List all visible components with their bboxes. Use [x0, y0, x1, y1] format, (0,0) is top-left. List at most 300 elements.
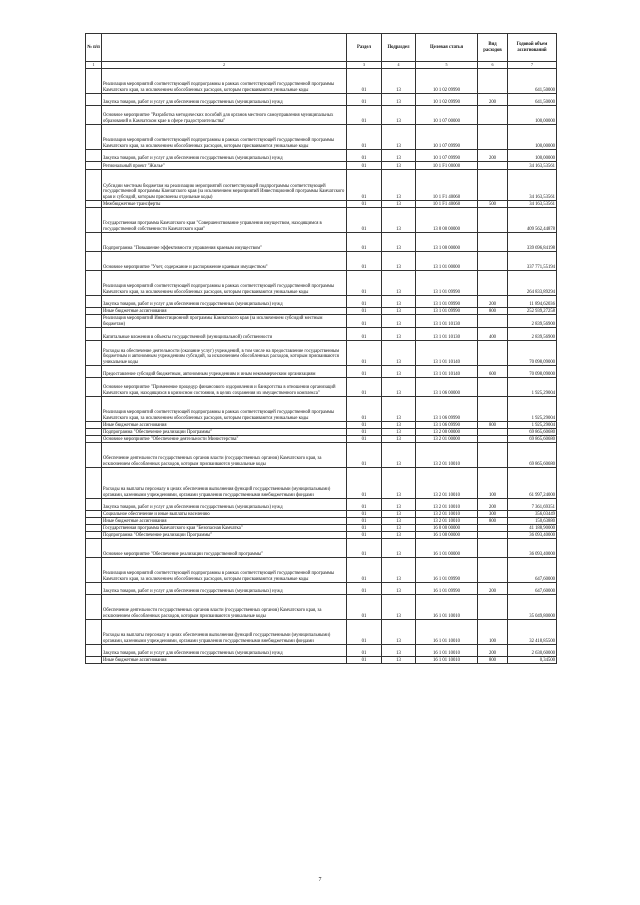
cell-name: Основное мероприятие "Обеспечение деятельности Министерства": [102, 436, 347, 443]
cell-amount: 647,60000: [508, 583, 557, 595]
cell-vid: [478, 162, 508, 170]
table-row: [86, 366, 557, 378]
cell-podrazdel: 13: [382, 125, 416, 150]
cell-num: [86, 208, 102, 233]
cell-target: 13 2 01 10010: [416, 518, 478, 525]
cell-razdel: 01: [347, 583, 382, 595]
cell-podrazdel: 13: [382, 518, 416, 525]
table-row: [86, 69, 557, 94]
cell-razdel: 01: [347, 94, 382, 106]
cell-vid: 800: [478, 518, 508, 525]
cell-razdel: 01: [347, 69, 382, 94]
header-target: Целевая статья: [416, 34, 478, 62]
table-row: [86, 296, 557, 308]
header-row: [86, 34, 557, 62]
cell-target: 13 2 01 10010: [416, 443, 478, 468]
column-index: 2: [102, 62, 347, 69]
cell-num: [86, 94, 102, 106]
table-row: [86, 499, 557, 511]
table-row: [86, 620, 557, 645]
cell-razdel: 01: [347, 378, 382, 397]
cell-razdel: 01: [347, 595, 382, 620]
cell-num: [86, 539, 102, 558]
cell-num: [86, 499, 102, 511]
cell-podrazdel: 13: [382, 422, 416, 429]
page-number: 7: [318, 877, 322, 883]
cell-num: [86, 252, 102, 271]
cell-podrazdel: 13: [382, 94, 416, 106]
table-row: [86, 233, 557, 252]
header-podrazdel: Подраздел: [382, 34, 416, 62]
cell-razdel: 01: [347, 341, 382, 366]
cell-amount: 32 418,85500: [508, 620, 557, 645]
table-row: [86, 170, 557, 201]
cell-target: 16 1 01 10010: [416, 645, 478, 657]
cell-vid: [478, 532, 508, 539]
cell-vid: 800: [478, 657, 508, 664]
cell-target: 13 1 06 09990: [416, 397, 478, 422]
cell-amount: 100,00000: [508, 125, 557, 150]
cell-num: [86, 69, 102, 94]
cell-razdel: 01: [347, 397, 382, 422]
cell-num: [86, 315, 102, 328]
cell-vid: 200: [478, 645, 508, 657]
cell-target: 13 2 01 10010: [416, 499, 478, 511]
column-index: 1: [86, 62, 102, 69]
cell-name: Иные бюджетные ассигнования: [102, 657, 347, 664]
table-row: [86, 595, 557, 620]
cell-target: 10 1 02 09990: [416, 69, 478, 94]
cell-razdel: 01: [347, 558, 382, 583]
cell-target: 10 1 07 09990: [416, 150, 478, 162]
cell-name: Реализация мероприятий Инвестиционной программы Камчатского края (за исключением субсидий местным бюджетам): [102, 315, 347, 328]
cell-target: 13 1 01 00000: [416, 252, 478, 271]
cell-razdel: 01: [347, 429, 382, 436]
cell-razdel: 01: [347, 532, 382, 539]
cell-name: Государственная программа Камчатского края "Безопасная Камчатка": [102, 525, 347, 532]
cell-podrazdel: 13: [382, 397, 416, 422]
cell-target: 16 1 01 09990: [416, 558, 478, 583]
cell-razdel: 01: [347, 170, 382, 201]
table-row: [86, 525, 557, 532]
cell-podrazdel: 13: [382, 315, 416, 328]
cell-vid: 200: [478, 94, 508, 106]
cell-podrazdel: 13: [382, 595, 416, 620]
cell-razdel: 01: [347, 468, 382, 499]
cell-podrazdel: 13: [382, 468, 416, 499]
cell-num: [86, 397, 102, 422]
cell-razdel: 01: [347, 511, 382, 518]
cell-target: 16 1 01 10010: [416, 620, 478, 645]
cell-name: Реализация мероприятий соответствующей подпрограммы в рамках соответствующей государственной программы Камчатского края, за исключением обособленных расходов, которым присваиваются уникальные коды: [102, 271, 347, 296]
table-row: [86, 657, 557, 664]
cell-podrazdel: 13: [382, 208, 416, 233]
cell-target: 16 1 01 00000: [416, 539, 478, 558]
cell-name: Подпрограмма "Обеспечение реализации Программы": [102, 429, 347, 436]
cell-name: Обеспечение деятельности государственных органов власти (государственных органов) Камчатского края, за исключением обособленных расходов, которым присваиваются уникальные коды: [102, 595, 347, 620]
cell-name: Основное мероприятие "Обеспечение реализации государственной программы": [102, 539, 347, 558]
cell-razdel: 01: [347, 308, 382, 315]
cell-num: [86, 620, 102, 645]
cell-podrazdel: 13: [382, 308, 416, 315]
cell-vid: [478, 69, 508, 94]
cell-vid: 200: [478, 499, 508, 511]
cell-name: Иные бюджетные ассигнования: [102, 518, 347, 525]
cell-razdel: 01: [347, 296, 382, 308]
cell-amount: 70 098,09000: [508, 341, 557, 366]
cell-name: Региональный проект "Жилье": [102, 162, 347, 170]
cell-podrazdel: 13: [382, 532, 416, 539]
cell-razdel: 01: [347, 271, 382, 296]
cell-podrazdel: 13: [382, 328, 416, 341]
cell-name: Реализация мероприятий соответствующей подпрограммы в рамках соответствующей государственной программы Камчатского края, за исключением обособленных расходов, которым присваиваются уникальные коды: [102, 397, 347, 422]
cell-vid: [478, 443, 508, 468]
cell-target: 13 1 01 09990: [416, 271, 478, 296]
cell-vid: [478, 208, 508, 233]
cell-num: [86, 201, 102, 208]
table-row: [86, 125, 557, 150]
cell-razdel: 01: [347, 125, 382, 150]
cell-name: Социальное обеспечение и иные выплаты населению: [102, 511, 347, 518]
cell-razdel: 01: [347, 525, 382, 532]
cell-vid: 100: [478, 468, 508, 499]
cell-num: [86, 595, 102, 620]
table-row: [86, 468, 557, 499]
cell-vid: [478, 271, 508, 296]
cell-num: [86, 468, 102, 499]
cell-name: Субсидии местным бюджетам на реализацию мероприятий соответствующей подпрограммы соответствующей государственной программы Камчатского края (за исключением мероприятий Инвестиционной программы Камчатского края и субсидий, которым присвоены отдельные коды): [102, 170, 347, 201]
cell-num: [86, 532, 102, 539]
cell-amount: 264 833,89294: [508, 271, 557, 296]
cell-razdel: 01: [347, 315, 382, 328]
cell-podrazdel: 13: [382, 252, 416, 271]
table-row: [86, 443, 557, 468]
cell-razdel: 01: [347, 436, 382, 443]
cell-name: Расходы на обеспечение деятельности (оказание услуг) учреждений, в том числе на предоставление государственным бюджетным и автономным учреждениям субсидий, за исключением обособленных расходов, которым присваиваются уникальные коды: [102, 341, 347, 366]
cell-name: Реализация мероприятий соответствующей подпрограммы в рамках соответствующей государственной программы Камчатского края, за исключением обособленных расходов, которым присваиваются уникальные коды: [102, 558, 347, 583]
cell-vid: [478, 539, 508, 558]
cell-vid: [478, 595, 508, 620]
cell-target: 16 1 01 10010: [416, 595, 478, 620]
cell-vid: 200: [478, 150, 508, 162]
cell-target: 13 1 01 10140: [416, 366, 478, 378]
table-row: [86, 308, 557, 315]
table-row: [86, 252, 557, 271]
cell-name: Закупка товаров, работ и услуг для обеспечения государственных (муниципальных) нужд: [102, 296, 347, 308]
cell-amount: 69 865,60680: [508, 436, 557, 443]
cell-amount: 2 839,56900: [508, 328, 557, 341]
table-row: [86, 94, 557, 106]
cell-vid: [478, 558, 508, 583]
table-row: [86, 397, 557, 422]
cell-num: [86, 558, 102, 583]
cell-num: [86, 366, 102, 378]
table-row: [86, 436, 557, 443]
cell-name: Подпрограмма "Обеспечение реализации Программы": [102, 532, 347, 539]
cell-amount: 339 696,84198: [508, 233, 557, 252]
cell-amount: 34 163,53561: [508, 170, 557, 201]
cell-name: Закупка товаров, работ и услуг для обеспечения государственных (муниципальных) нужд: [102, 94, 347, 106]
cell-num: [86, 378, 102, 397]
cell-razdel: 01: [347, 366, 382, 378]
cell-podrazdel: 13: [382, 378, 416, 397]
budget-table: [85, 33, 557, 664]
cell-num: [86, 657, 102, 664]
cell-target: 10 1 07 00000: [416, 106, 478, 125]
table-row: [86, 162, 557, 170]
cell-amount: 337 771,55194: [508, 252, 557, 271]
cell-amount: 647,60000: [508, 558, 557, 583]
cell-vid: 600: [478, 366, 508, 378]
cell-podrazdel: 13: [382, 341, 416, 366]
cell-razdel: 01: [347, 518, 382, 525]
cell-num: [86, 436, 102, 443]
cell-podrazdel: 13: [382, 558, 416, 583]
cell-amount: 34 163,53561: [508, 201, 557, 208]
cell-amount: 1 925,29004: [508, 378, 557, 397]
cell-amount: 641,50000: [508, 69, 557, 94]
table-row: [86, 511, 557, 518]
cell-amount: 409 562,44878: [508, 208, 557, 233]
cell-num: [86, 511, 102, 518]
table-row: [86, 429, 557, 436]
cell-podrazdel: 13: [382, 645, 416, 657]
cell-num: [86, 645, 102, 657]
cell-vid: 500: [478, 201, 508, 208]
cell-target: 13 2 01 10010: [416, 468, 478, 499]
cell-vid: [478, 315, 508, 328]
cell-amount: 100,00000: [508, 106, 557, 125]
table-row: [86, 378, 557, 397]
cell-podrazdel: 13: [382, 429, 416, 436]
column-index: 3: [347, 62, 382, 69]
cell-name: Реализация мероприятий соответствующей подпрограммы в рамках соответствующей государственной программы Камчатского края, за исключением обособленных расходов, которым присваиваются уникальные коды: [102, 125, 347, 150]
table-row: [86, 315, 557, 328]
cell-num: [86, 328, 102, 341]
cell-razdel: 01: [347, 106, 382, 125]
cell-amount: 150,63880: [508, 518, 557, 525]
column-index: 4: [382, 62, 416, 69]
cell-num: [86, 170, 102, 201]
cell-vid: 400: [478, 328, 508, 341]
cell-amount: 641,50000: [508, 94, 557, 106]
cell-target: 10 1 07 09990: [416, 125, 478, 150]
cell-amount: 34 163,53561: [508, 162, 557, 170]
cell-amount: 2 630,60000: [508, 645, 557, 657]
table-row: [86, 518, 557, 525]
cell-razdel: 01: [347, 620, 382, 645]
cell-podrazdel: 13: [382, 366, 416, 378]
table-row: [86, 271, 557, 296]
cell-amount: 11 894,62036: [508, 296, 557, 308]
column-index-row: [86, 62, 557, 69]
cell-vid: 200: [478, 583, 508, 595]
cell-num: [86, 106, 102, 125]
cell-podrazdel: 13: [382, 657, 416, 664]
cell-target: 16 1 01 10010: [416, 657, 478, 664]
cell-amount: 61 997,24000: [508, 468, 557, 499]
header-amount: Годовой объем ассигнований: [508, 34, 557, 62]
cell-vid: [478, 170, 508, 201]
table-row: [86, 422, 557, 429]
header-vid: Вид расходов: [478, 34, 508, 62]
cell-name: Расходы на выплаты персоналу в целях обеспечения выполнения функций государственными (муниципальными) органами, казенными учреждениями, органами управления государственными внебюджетными фондами: [102, 620, 347, 645]
cell-num: [86, 429, 102, 436]
cell-razdel: 01: [347, 150, 382, 162]
cell-vid: [478, 525, 508, 532]
cell-vid: [478, 429, 508, 436]
cell-name: Капитальные вложения в объекты государственной (муниципальной) собственности: [102, 328, 347, 341]
budget-table-container: [85, 33, 556, 664]
cell-amount: 70 098,09000: [508, 366, 557, 378]
cell-target: 13 1 01 09990: [416, 296, 478, 308]
cell-podrazdel: 13: [382, 539, 416, 558]
cell-name: Реализация мероприятий соответствующей подпрограммы в рамках соответствующей государственной программы Камчатского края, за исключением обособленных расходов, которым присваиваются уникальные коды: [102, 69, 347, 94]
cell-target: 10 1 F1 40060: [416, 201, 478, 208]
cell-target: 13 1 01 10140: [416, 341, 478, 366]
cell-target: 10 1 02 09990: [416, 94, 478, 106]
cell-name: Закупка товаров, работ и услуг для обеспечения государственных (муниципальных) нужд: [102, 645, 347, 657]
cell-target: 13 2 00 00000: [416, 429, 478, 436]
cell-name: Основное мероприятие "Учет, содержание и распоряжение краевым имуществом": [102, 252, 347, 271]
cell-name: Государственная программа Камчатского края "Совершенствование управления имуществом, находящимся в государственной собственности Камчатского края": [102, 208, 347, 233]
cell-name: Иные бюджетные ассигнования: [102, 422, 347, 429]
cell-num: [86, 308, 102, 315]
cell-amount: 252 939,27258: [508, 308, 557, 315]
cell-amount: 100,00000: [508, 150, 557, 162]
cell-num: [86, 583, 102, 595]
cell-podrazdel: 13: [382, 525, 416, 532]
cell-amount: 0,34500: [508, 657, 557, 664]
table-row: [86, 328, 557, 341]
cell-amount: 69 865,60680: [508, 443, 557, 468]
cell-podrazdel: 13: [382, 69, 416, 94]
cell-name: Подпрограмма "Повышение эффективности управления краевым имуществом": [102, 233, 347, 252]
cell-amount: 2 839,56900: [508, 315, 557, 328]
cell-podrazdel: 13: [382, 271, 416, 296]
cell-amount: 69 865,60680: [508, 429, 557, 436]
cell-amount: 36 093,40000: [508, 532, 557, 539]
cell-target: 13 1 01 09990: [416, 308, 478, 315]
cell-podrazdel: 13: [382, 511, 416, 518]
table-row: [86, 150, 557, 162]
cell-amount: 1 925,29004: [508, 422, 557, 429]
cell-name: Предоставление субсидий бюджетным, автономным учреждениям и иным некоммерческим организациям: [102, 366, 347, 378]
cell-target: 13 2 01 00000: [416, 436, 478, 443]
cell-podrazdel: 13: [382, 583, 416, 595]
cell-amount: 36 093,40000: [508, 539, 557, 558]
cell-vid: [478, 378, 508, 397]
cell-podrazdel: 13: [382, 150, 416, 162]
cell-podrazdel: 13: [382, 162, 416, 170]
cell-target: 13 1 01 10130: [416, 315, 478, 328]
table-row: [86, 532, 557, 539]
cell-num: [86, 525, 102, 532]
cell-target: 16 0 00 00000: [416, 525, 478, 532]
cell-name: Основное мероприятие "Разработка методических пособий для органов местного самоуправления муниципальных образований в Камчатском крае в сфере градостроительства": [102, 106, 347, 125]
cell-razdel: 01: [347, 539, 382, 558]
cell-num: [86, 443, 102, 468]
table-row: [86, 341, 557, 366]
cell-num: [86, 422, 102, 429]
cell-amount: 1 925,29004: [508, 397, 557, 422]
cell-target: 13 2 01 10010: [416, 511, 478, 518]
cell-razdel: 01: [347, 645, 382, 657]
cell-vid: [478, 436, 508, 443]
cell-podrazdel: 13: [382, 201, 416, 208]
cell-razdel: 01: [347, 208, 382, 233]
header-name: [102, 34, 347, 62]
cell-name: Основное мероприятие "Применение процедур финансового оздоровления и банкротства в отношении организаций Камчатского края, находящихся в кризисном состоянии, в целях сохранения их имущественного комплекса": [102, 378, 347, 397]
cell-podrazdel: 13: [382, 436, 416, 443]
table-row: [86, 645, 557, 657]
cell-razdel: 01: [347, 499, 382, 511]
cell-num: [86, 296, 102, 308]
cell-name: Обеспечение деятельности государственных органов власти (государственных органов) Камчатского края, за исключением обособленных расходов, которым присваиваются уникальные коды: [102, 443, 347, 468]
cell-vid: 800: [478, 308, 508, 315]
cell-vid: 100: [478, 620, 508, 645]
cell-vid: [478, 397, 508, 422]
cell-name: Закупка товаров, работ и услуг для обеспечения государственных (муниципальных) нужд: [102, 499, 347, 511]
cell-razdel: 01: [347, 422, 382, 429]
cell-target: 13 1 00 00000: [416, 233, 478, 252]
header-num: № п/п: [86, 34, 102, 62]
cell-vid: [478, 252, 508, 271]
cell-vid: [478, 106, 508, 125]
cell-razdel: 01: [347, 162, 382, 170]
cell-target: 13 0 00 00000: [416, 208, 478, 233]
table-row: [86, 208, 557, 233]
cell-num: [86, 162, 102, 170]
cell-name: Межбюджетные трансферты: [102, 201, 347, 208]
cell-vid: [478, 125, 508, 150]
cell-vid: 800: [478, 422, 508, 429]
cell-podrazdel: 13: [382, 620, 416, 645]
cell-target: 13 1 06 00000: [416, 378, 478, 397]
column-index: 7: [508, 62, 557, 69]
cell-target: 16 1 00 00000: [416, 532, 478, 539]
column-index: 5: [416, 62, 478, 69]
cell-razdel: 01: [347, 328, 382, 341]
cell-target: 13 1 06 09990: [416, 422, 478, 429]
column-index: 6: [478, 62, 508, 69]
cell-name: Расходы на выплаты персоналу в целях обеспечения выполнения функций государственными (муниципальными) органами, казенными учреждениями, органами управления государственными внебюджетными фондами: [102, 468, 347, 499]
table-row: [86, 558, 557, 583]
cell-target: 10 1 F1 00000: [416, 162, 478, 170]
cell-podrazdel: 13: [382, 233, 416, 252]
cell-podrazdel: 13: [382, 296, 416, 308]
cell-amount: 35 049,80000: [508, 595, 557, 620]
table-row: [86, 201, 557, 208]
cell-podrazdel: 13: [382, 499, 416, 511]
cell-podrazdel: 13: [382, 106, 416, 125]
cell-podrazdel: 13: [382, 443, 416, 468]
cell-vid: [478, 233, 508, 252]
table-row: [86, 539, 557, 558]
cell-vid: 200: [478, 296, 508, 308]
cell-target: 16 1 01 09990: [416, 583, 478, 595]
cell-name: Закупка товаров, работ и услуг для обеспечения государственных (муниципальных) нужд: [102, 583, 347, 595]
cell-razdel: 01: [347, 252, 382, 271]
cell-name: Иные бюджетные ассигнования: [102, 308, 347, 315]
cell-amount: 356,03449: [508, 511, 557, 518]
cell-target: 13 1 01 10130: [416, 328, 478, 341]
cell-num: [86, 341, 102, 366]
cell-num: [86, 125, 102, 150]
header-razdel: Раздел: [347, 34, 382, 62]
cell-amount: 41 188,90000: [508, 525, 557, 532]
cell-razdel: 01: [347, 201, 382, 208]
